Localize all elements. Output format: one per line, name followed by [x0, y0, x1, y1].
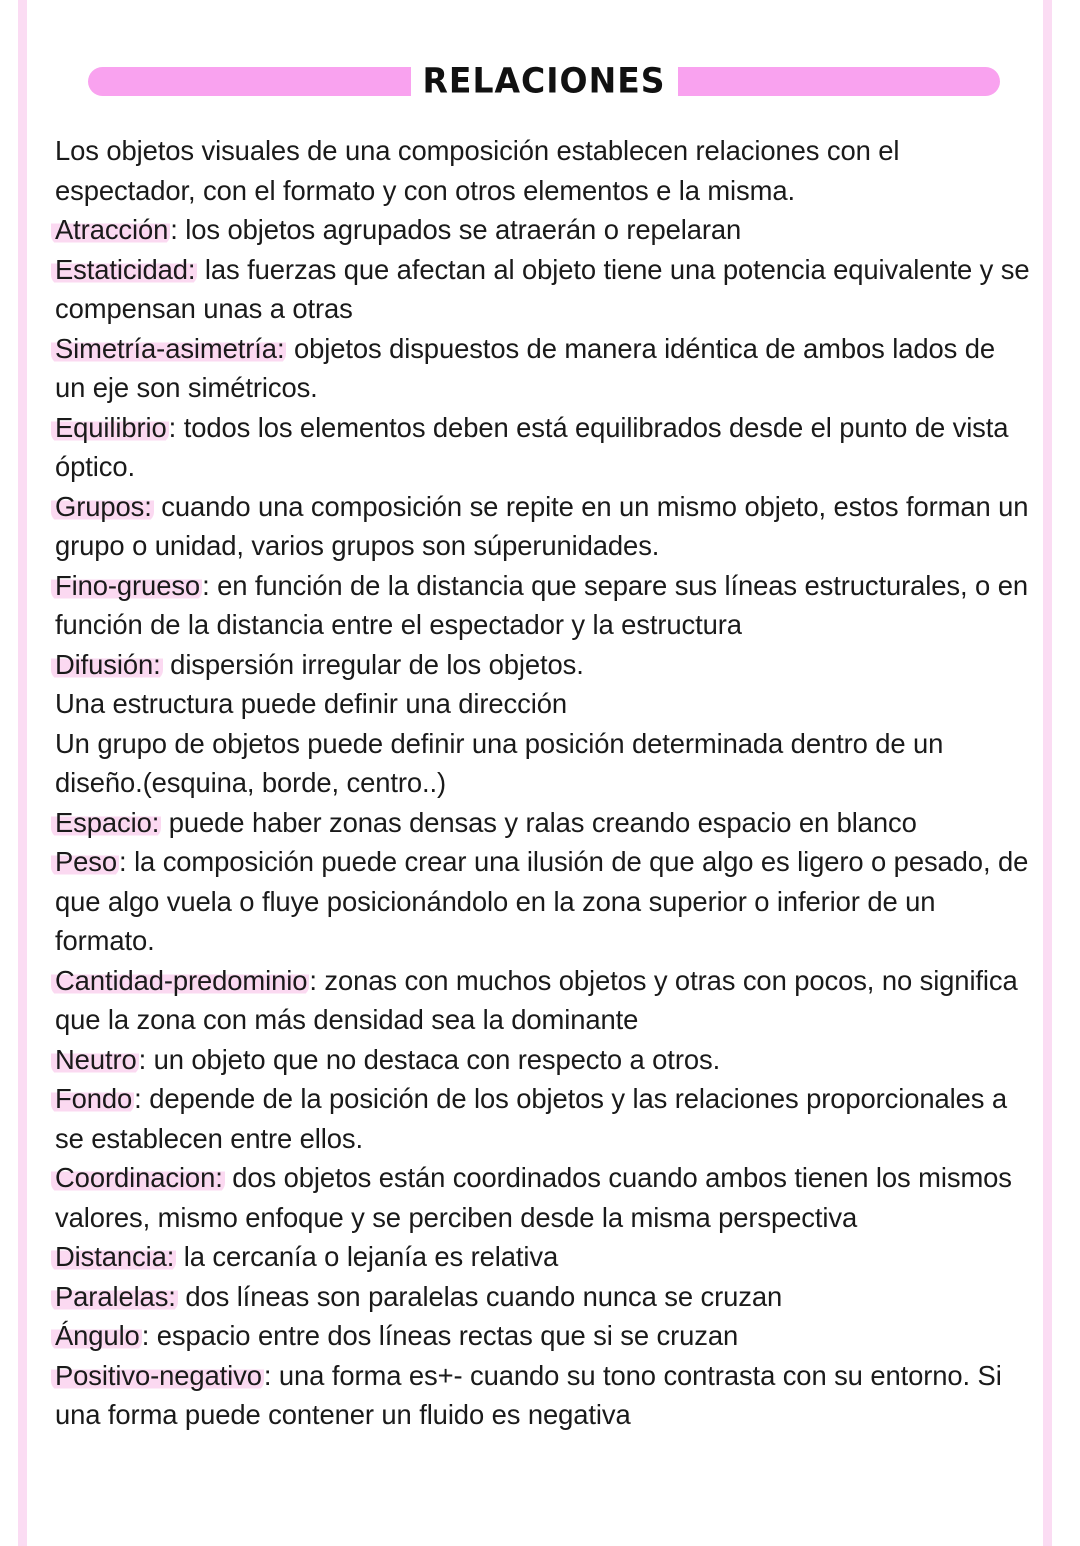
definition-text: todos los elementos deben está equilibrados desde el punto de vista óptico. [55, 411, 1009, 482]
definition-atraccion [55, 210, 1030, 250]
term-highlight: Neutro [51, 1044, 139, 1075]
term-highlight: Ángulo [51, 1320, 142, 1351]
intro-paragraph: Los objetos visuales de una composición establecen relaciones con el espectador, con el formato y con otros elementos e la misma. [55, 135, 900, 206]
term-separator: : [309, 964, 317, 996]
definition-text: depende de la posición de los objetos y las relaciones proporcionales a se establecen entre ellos. [55, 1083, 1007, 1154]
term-highlight: Atracción [51, 214, 170, 245]
definition-text: dos objetos están coordinados cuando ambos tienen los mismos valores, mismo enfoque y se perciben desde la misma perspectiva [55, 1162, 1012, 1233]
definition-equilibrio [55, 408, 1030, 487]
notes-body [55, 131, 1030, 1435]
definition-fino-grueso [55, 566, 1030, 645]
right-margin-line [1043, 0, 1052, 1546]
term-separator: : [202, 569, 210, 601]
definition-simetria [55, 329, 1030, 408]
title-container [0, 58, 1080, 104]
definition-text: la composición puede crear una ilusión de que algo es ligero o pesado, de que algo vuela o fluye posicionándolo en la zona superior o inferior de un formato. [55, 846, 1029, 956]
definition-peso [55, 842, 1030, 961]
definition-text: un objeto que no destaca con respecto a otros. [146, 1043, 721, 1075]
definition-paralelas [55, 1277, 1030, 1317]
definition-fondo [55, 1079, 1030, 1158]
term-highlight: Positivo-negativo [51, 1360, 264, 1391]
definition-text: puede haber zonas densas y ralas creando espacio en blanco [161, 806, 917, 838]
definition-text: los objetos agrupados se atraerán o repelaran [177, 214, 742, 245]
term-highlight: Difusión: [51, 649, 163, 680]
term-highlight: Estaticidad: [51, 254, 197, 285]
term-highlight: Peso [51, 846, 119, 877]
plain-line-posicion: Un grupo de objetos puede definir una posición determinada dentro de un diseño.(esquina, borde, centro..) [55, 727, 944, 798]
definition-difusion [55, 645, 1030, 685]
definition-text: espacio entre dos líneas rectas que si se cruzan [149, 1320, 739, 1351]
term-highlight: Paralelas: [51, 1281, 178, 1312]
definition-text: las fuerzas que afectan al objeto tiene una potencia equivalente y se compensan unas a otras [55, 253, 1030, 324]
term-highlight: Simetría-asimetría: [51, 333, 286, 364]
term-highlight: Coordinacion: [51, 1162, 225, 1193]
term-highlight: Equilibrio [51, 412, 169, 443]
definition-text: en función de la distancia que separe sus líneas estructurales, o en función de la distancia entre el espectador y la estructura [55, 569, 1028, 640]
definition-cantidad-predominio [55, 961, 1030, 1040]
definition-angulo [55, 1316, 1030, 1356]
term-highlight: Cantidad-predominio [51, 965, 309, 996]
plain-line-direccion: Una estructura puede definir una dirección [55, 688, 567, 719]
definition-distancia [55, 1237, 1030, 1277]
definition-grupos [55, 487, 1030, 566]
definition-text: zonas con muchos objetos y otras con pocos, no significa que la zona con más densidad sea la dominante [55, 964, 1018, 1035]
page-title: RELACIONES [411, 57, 678, 105]
term-highlight: Grupos: [51, 491, 154, 522]
definition-estaticidad [55, 250, 1030, 329]
term-separator: : [168, 411, 177, 443]
definition-text: objetos dispuestos de manera idéntica de ambos lados de un eje son simétricos. [55, 332, 995, 403]
definition-neutro [55, 1040, 1030, 1080]
definition-text: una forma es+- cuando su tono contrasta con su entorno. Si una forma puede contener un fluido es negativa [55, 1359, 1002, 1430]
left-margin-line [18, 0, 27, 1546]
term-highlight: Espacio: [51, 807, 161, 838]
definition-text: dispersión irregular de los objetos. [162, 648, 584, 680]
term-separator: : [134, 1083, 142, 1114]
term-separator: : [138, 1043, 147, 1075]
definition-text: la cercanía o lejanía es relativa [176, 1241, 559, 1272]
definition-text: cuando una composición se repite en un mismo objeto, estos forman un grupo o unidad, varios grupos son súperunidades. [55, 490, 1029, 561]
definition-positivo-negativo [55, 1356, 1030, 1435]
term-separator: : [119, 846, 127, 877]
term-highlight: Distancia: [51, 1241, 176, 1272]
term-separator: : [170, 214, 178, 245]
definition-coordinacion [55, 1158, 1030, 1237]
term-highlight: Fino-grueso [51, 570, 202, 601]
term-highlight: Fondo [51, 1083, 134, 1114]
term-separator: : [141, 1320, 150, 1351]
term-separator: : [263, 1359, 272, 1391]
definition-text: dos líneas son paralelas cuando nunca se cruzan [177, 1280, 783, 1312]
definition-espacio [55, 803, 1030, 843]
